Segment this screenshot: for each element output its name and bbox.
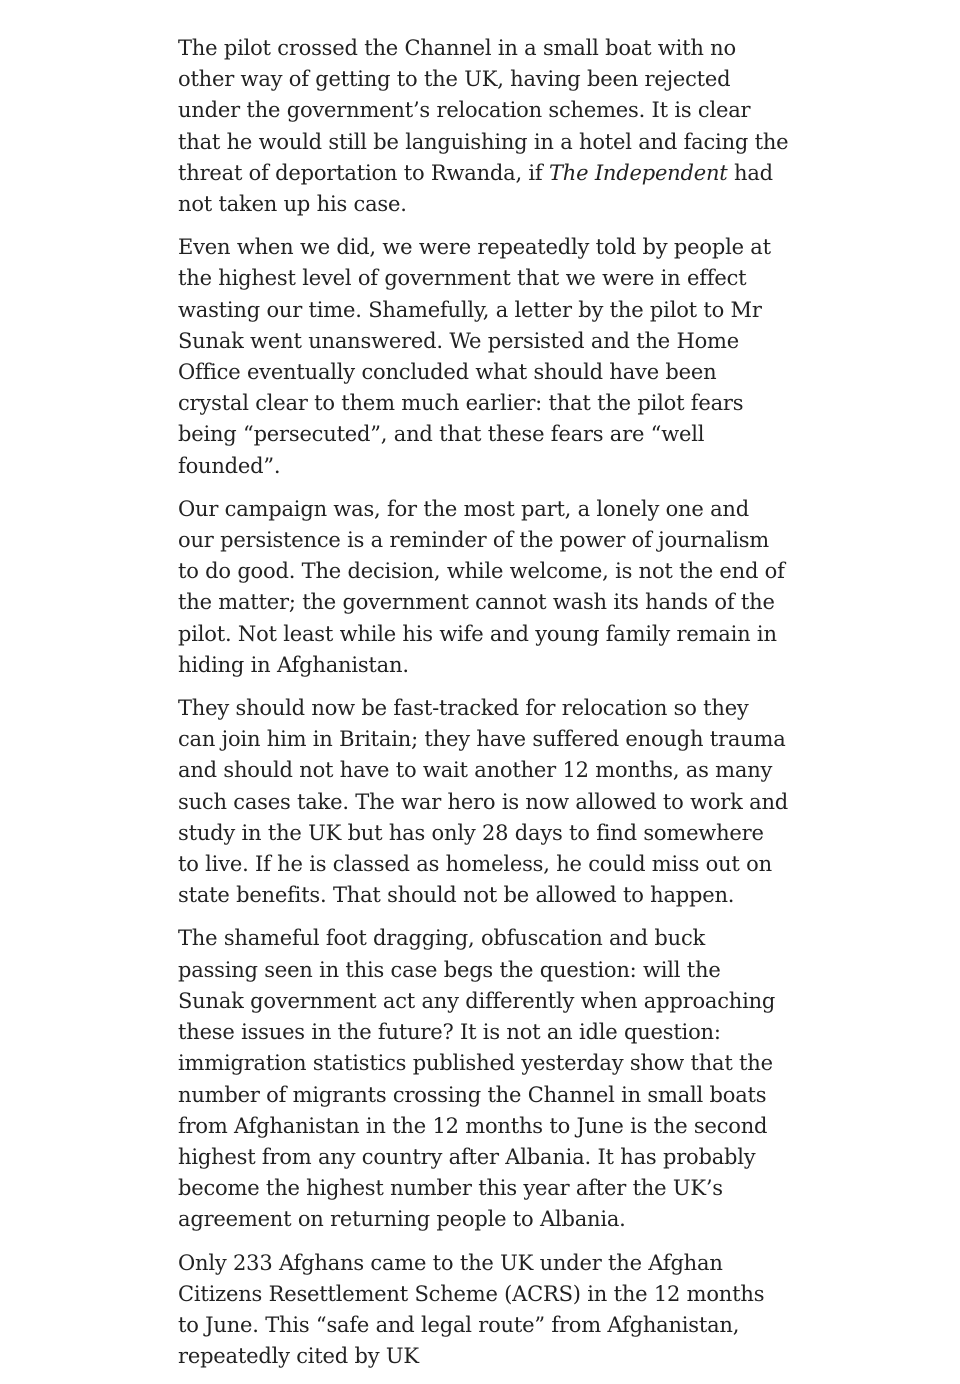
paragraph-4: They should now be fast-tracked for relocation so they can join him in Britain; they have suffered enough trauma and should not have to wait another 12 months, as many such cases take. The war hero is now allowed to work and study in the UK but has only 28 days to find somewhere to live. If he is classed as homeless, he could miss out on state benefits. That should not be allowed to happen.: [178, 696, 789, 908]
paragraph-1-text-end: had not taken up his case.: [178, 160, 773, 217]
paragraph-2: Even when we did, we were repeatedly told by people at the highest level of government that we were in effect wasting our time. Shamefully, a letter by the pilot to Mr Sunak went unanswered. We persisted and the Home Office eventually concluded what should have been crystal clear to them much earlier: that the pilot fears being “persecuted”, and that these fears are “well founded”.: [178, 235, 771, 478]
article-body: [178, 33, 790, 1384]
paragraph-1: [178, 33, 790, 220]
paragraph-3: Our campaign was, for the most part, a lonely one and our persistence is a reminder of the power of journalism to do good. The decision, while welcome, is not the end of the matter; the government cannot wash its hands of the pilot. Not least while his wife and young family remain in hiding in Afghanistan.: [178, 496, 785, 677]
paragraph-5: The shameful foot dragging, obfuscation and buck passing seen in this case begs the question: will the Sunak government act any differently when approaching these issues in the future? It is not an idle question: immigration statistics published yesterday show that the number of migrants crossing the Channel in small boats from Afghanistan in the 12 months to June is the second highest from any country after Albania. It has probably become the highest number this year after the UK’s agreement on returning people to Albania.: [178, 926, 776, 1232]
paragraph-6: Only 233 Afghans came to the UK under the Afghan Citizens Resettlement Scheme (ACRS) in the 12 months to June. This “safe and legal route” from Afghanistan, repeatedly cited by UK: [178, 1250, 765, 1369]
paragraph-1-text-start: The pilot crossed the Channel in a small boat with no other way of getting to the UK, having been rejected under the government’s relocation schemes. It is clear that he would still be languishing in a hotel and facing the threat of deportation to Rwanda, if: [178, 36, 789, 185]
publication-name: The Independent: [548, 160, 728, 185]
